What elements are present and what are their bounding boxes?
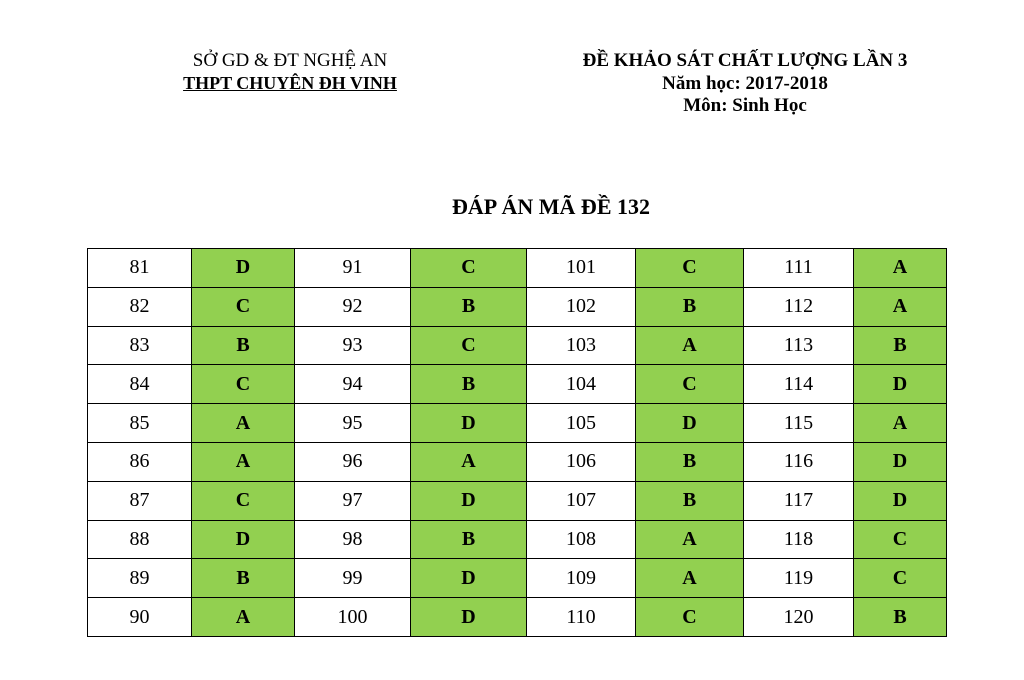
- answer-key: B: [636, 287, 744, 326]
- question-number: 106: [527, 442, 636, 481]
- answer-table-body: [88, 249, 947, 637]
- answer-key: D: [411, 559, 527, 598]
- question-number: 100: [295, 598, 411, 637]
- question-number: 91: [295, 249, 411, 288]
- answer-key: A: [192, 442, 295, 481]
- answer-key: B: [411, 520, 527, 559]
- page-title: ĐÁP ÁN MÃ ĐỀ 132: [452, 194, 650, 219]
- question-number: 85: [88, 404, 192, 443]
- question-number: 90: [88, 598, 192, 637]
- answer-key: A: [411, 442, 527, 481]
- answer-key: C: [411, 249, 527, 288]
- answer-key: D: [411, 598, 527, 637]
- question-number: 83: [88, 326, 192, 365]
- exam-title: ĐỀ KHẢO SÁT CHẤT LƯỢNG LẦN 3: [582, 50, 908, 71]
- table-row: [88, 481, 947, 520]
- answer-key: D: [192, 249, 295, 288]
- question-number: 102: [527, 287, 636, 326]
- question-number: 93: [295, 326, 411, 365]
- answer-key: A: [854, 287, 947, 326]
- answer-key: D: [854, 365, 947, 404]
- answer-key: B: [411, 365, 527, 404]
- answer-key: D: [411, 404, 527, 443]
- table-row: [88, 365, 947, 404]
- answer-key: C: [192, 481, 295, 520]
- question-number: 96: [295, 442, 411, 481]
- table-row: [88, 287, 947, 326]
- answer-key: A: [636, 326, 744, 365]
- answer-key: A: [636, 559, 744, 598]
- question-number: 110: [527, 598, 636, 637]
- answer-key: C: [854, 520, 947, 559]
- subject: Môn: Sinh Học: [683, 95, 807, 116]
- question-number: 116: [744, 442, 854, 481]
- answer-key: A: [192, 404, 295, 443]
- answer-key: B: [636, 481, 744, 520]
- answer-key: D: [854, 481, 947, 520]
- exam-header: [545, 50, 945, 118]
- question-number: 81: [88, 249, 192, 288]
- table-row: [88, 326, 947, 365]
- answer-key: D: [192, 520, 295, 559]
- table-row: [88, 442, 947, 481]
- answer-key: C: [192, 287, 295, 326]
- org-header: [140, 50, 440, 94]
- question-number: 107: [527, 481, 636, 520]
- table-row: [88, 520, 947, 559]
- question-number: 86: [88, 442, 192, 481]
- answer-key: C: [636, 249, 744, 288]
- question-number: 94: [295, 365, 411, 404]
- question-number: 82: [88, 287, 192, 326]
- question-number: 113: [744, 326, 854, 365]
- answer-key: C: [411, 326, 527, 365]
- answer-key: A: [636, 520, 744, 559]
- answer-key: A: [854, 249, 947, 288]
- answer-key: B: [192, 559, 295, 598]
- answer-key: B: [636, 442, 744, 481]
- table-row: [88, 598, 947, 637]
- answer-key: C: [854, 559, 947, 598]
- table-row: [88, 249, 947, 288]
- answer-key: B: [411, 287, 527, 326]
- school-name: THPT CHUYÊN ĐH VINH: [183, 73, 397, 93]
- question-number: 118: [744, 520, 854, 559]
- question-number: 105: [527, 404, 636, 443]
- question-number: 111: [744, 249, 854, 288]
- question-number: 117: [744, 481, 854, 520]
- answer-key: D: [411, 481, 527, 520]
- table-row: [88, 559, 947, 598]
- answer-table: [87, 248, 947, 637]
- answer-key: A: [854, 404, 947, 443]
- question-number: 97: [295, 481, 411, 520]
- question-number: 109: [527, 559, 636, 598]
- answer-key: C: [192, 365, 295, 404]
- answer-key: B: [854, 326, 947, 365]
- table-row: [88, 404, 947, 443]
- question-number: 89: [88, 559, 192, 598]
- question-number: 87: [88, 481, 192, 520]
- answer-key: A: [192, 598, 295, 637]
- question-number: 98: [295, 520, 411, 559]
- question-number: 104: [527, 365, 636, 404]
- question-number: 101: [527, 249, 636, 288]
- question-number: 95: [295, 404, 411, 443]
- department-name: SỞ GD & ĐT NGHỆ AN: [192, 50, 388, 71]
- question-number: 119: [744, 559, 854, 598]
- question-number: 99: [295, 559, 411, 598]
- question-number: 112: [744, 287, 854, 326]
- question-number: 84: [88, 365, 192, 404]
- answer-key: D: [636, 404, 744, 443]
- answer-key: C: [636, 598, 744, 637]
- question-number: 103: [527, 326, 636, 365]
- answer-key: B: [192, 326, 295, 365]
- question-number: 114: [744, 365, 854, 404]
- answer-key: B: [854, 598, 947, 637]
- answer-key: D: [854, 442, 947, 481]
- answer-key: C: [636, 365, 744, 404]
- question-number: 88: [88, 520, 192, 559]
- question-number: 115: [744, 404, 854, 443]
- question-number: 92: [295, 287, 411, 326]
- school-year: Năm học: 2017-2018: [662, 72, 828, 94]
- question-number: 108: [527, 520, 636, 559]
- question-number: 120: [744, 598, 854, 637]
